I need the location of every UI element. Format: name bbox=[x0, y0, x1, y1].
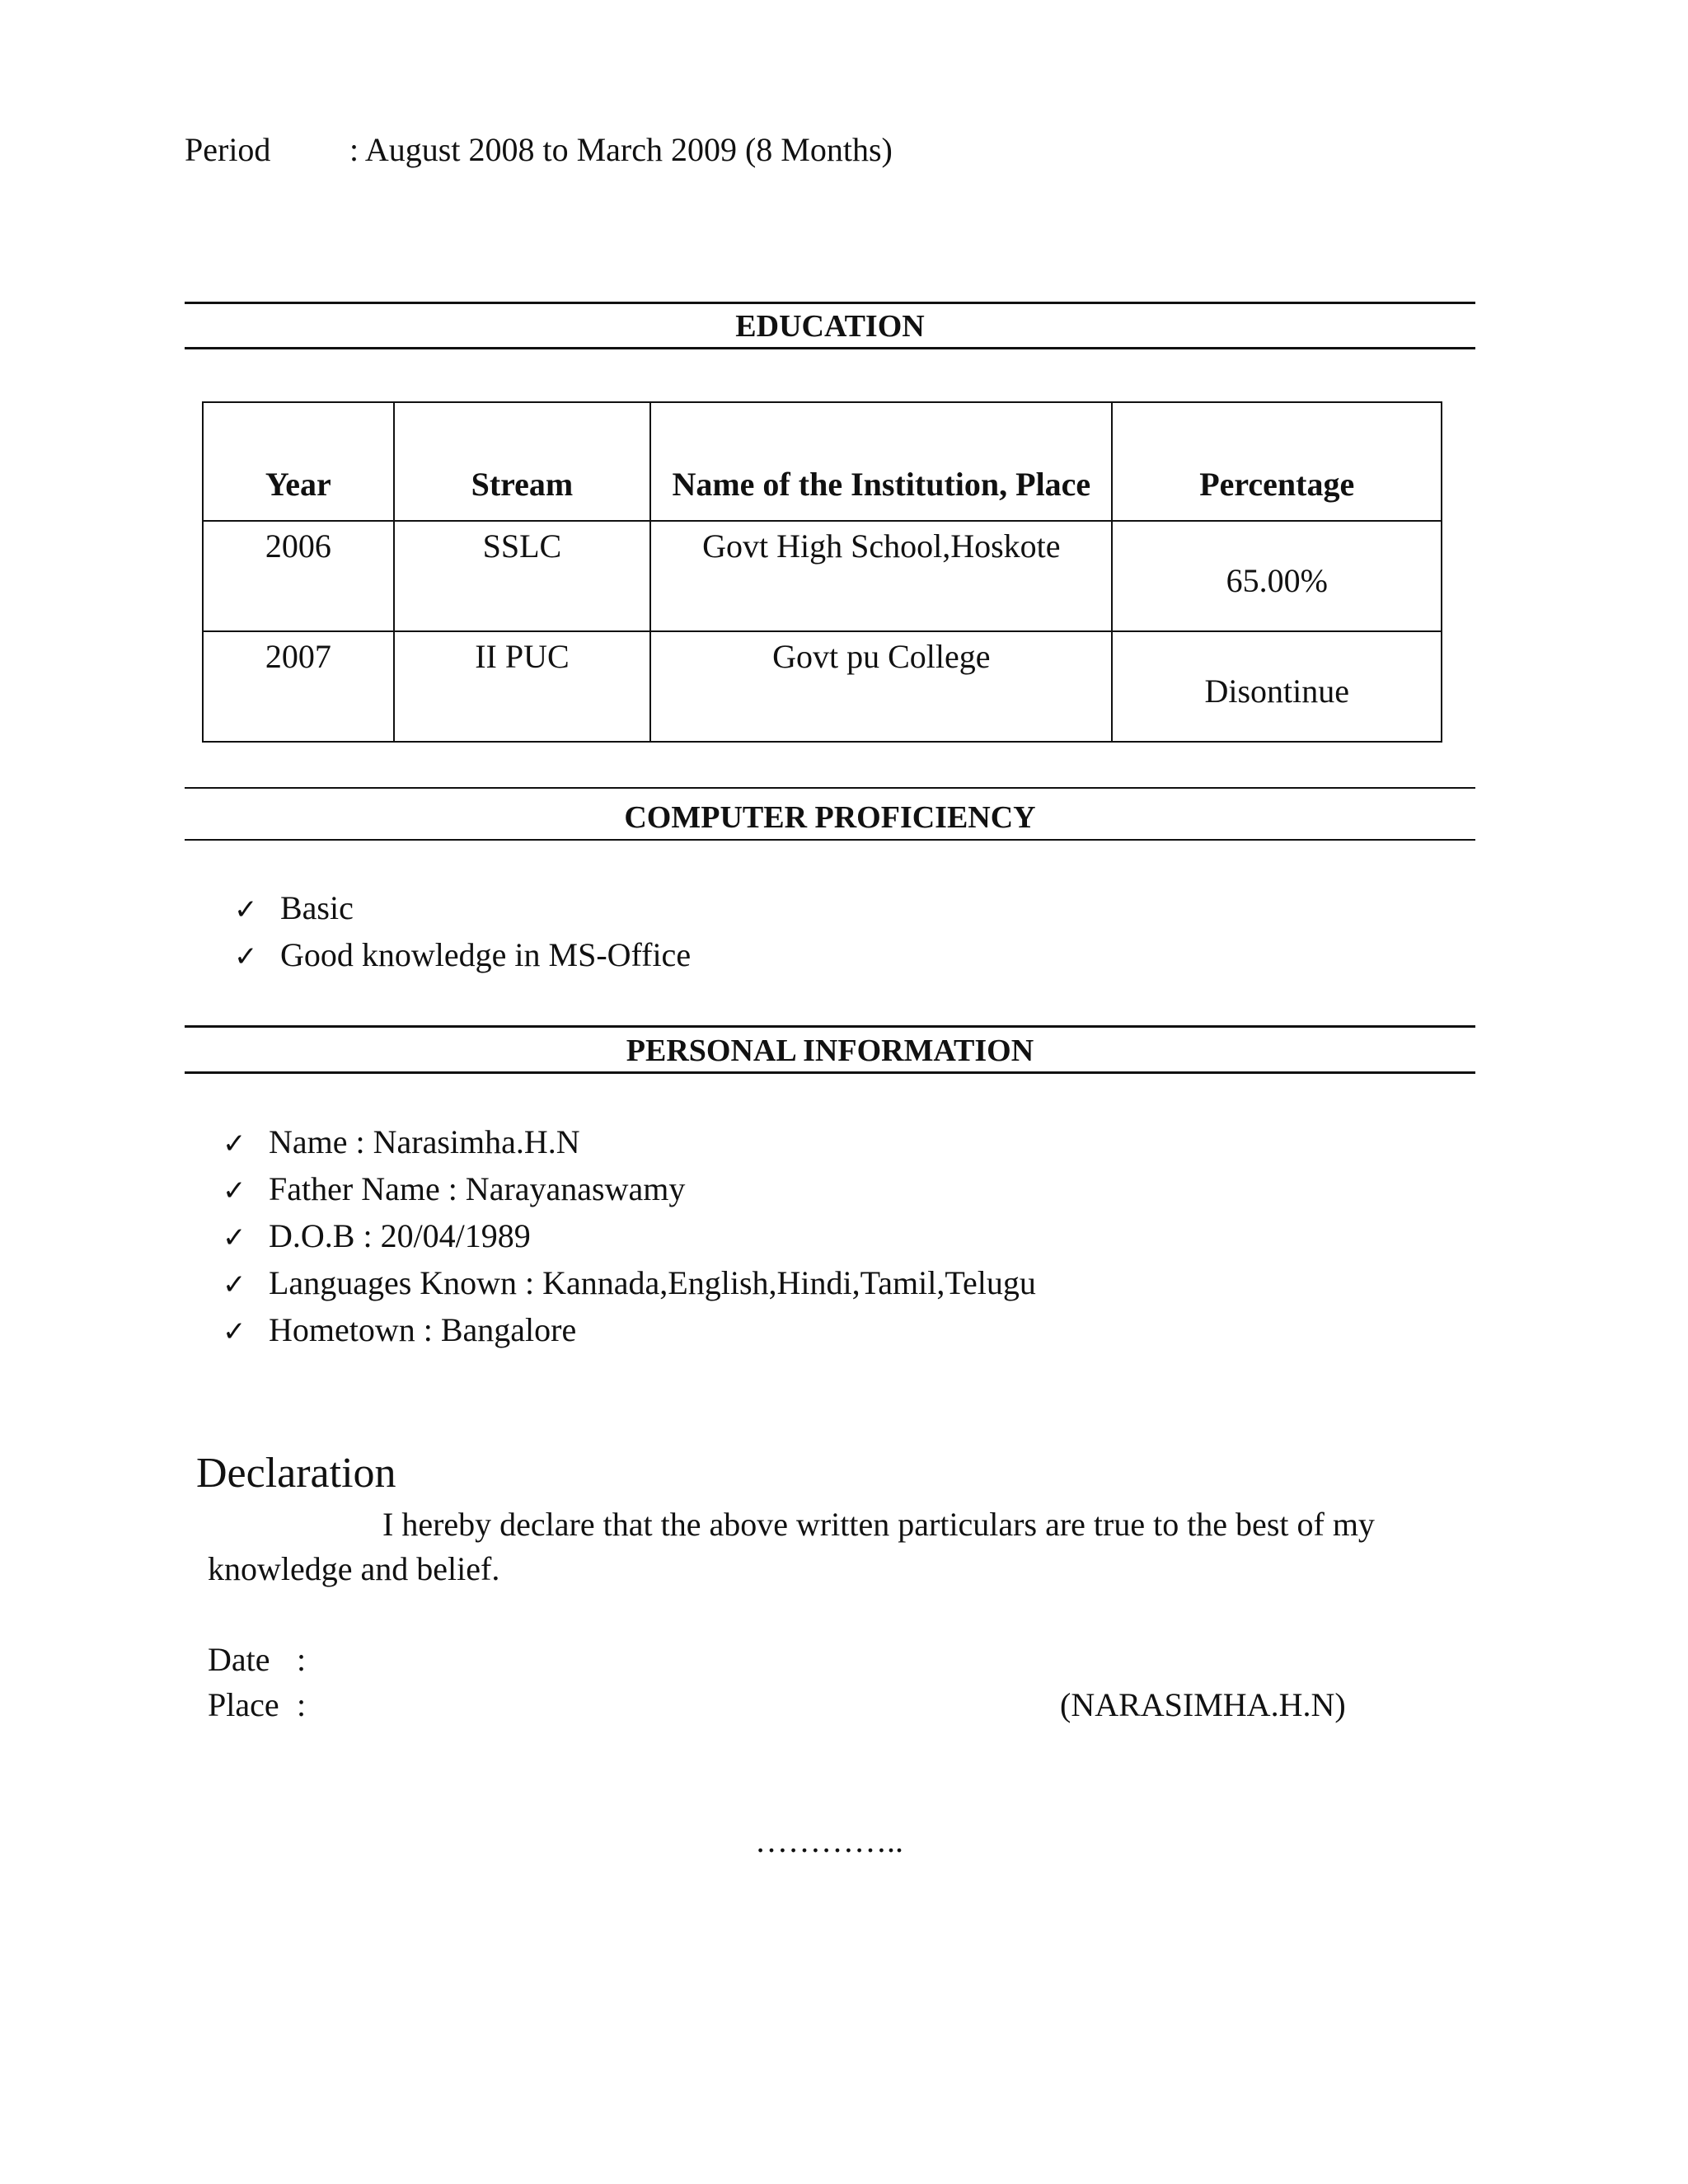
period-label: Period bbox=[185, 131, 271, 168]
cell-year: 2006 bbox=[203, 521, 394, 631]
personal-bottom-rule bbox=[185, 1071, 1475, 1074]
list-item bbox=[223, 1216, 1036, 1263]
table-row bbox=[203, 521, 1442, 631]
list-item-text: Basic bbox=[280, 889, 354, 926]
header-percentage: Percentage bbox=[1112, 402, 1442, 521]
header-year: Year bbox=[203, 402, 394, 521]
declaration-text-line2: knowledge and belief. bbox=[208, 1550, 500, 1587]
list-item-text: Languages Known : Kannada,English,Hindi,Tamil,Telugu bbox=[269, 1264, 1036, 1301]
list-item bbox=[234, 888, 691, 935]
date-label: Date bbox=[208, 1641, 270, 1678]
computer-top-rule bbox=[185, 787, 1475, 789]
personal-information-title: PERSONAL INFORMATION bbox=[626, 1033, 1034, 1068]
check-icon: ✓ bbox=[223, 1268, 246, 1301]
period-value: : August 2008 to March 2009 (8 Months) bbox=[349, 131, 893, 168]
personal-top-rule bbox=[185, 1025, 1475, 1028]
table-row bbox=[203, 631, 1442, 742]
declaration-title: Declaration bbox=[196, 1450, 396, 1497]
list-item bbox=[223, 1122, 1036, 1169]
date-colon: : bbox=[297, 1641, 307, 1678]
check-icon: ✓ bbox=[234, 940, 258, 973]
header-institution: Name of the Institution, Place bbox=[650, 402, 1112, 521]
end-dots: ………….. bbox=[755, 1822, 903, 1859]
cell-percentage: Disontinue bbox=[1112, 631, 1442, 742]
cell-institution: Govt pu College bbox=[650, 631, 1112, 742]
list-item-text: D.O.B : 20/04/1989 bbox=[269, 1217, 531, 1254]
list-item-text: Father Name : Narayanaswamy bbox=[269, 1170, 686, 1207]
declaration-text-line1: I hereby declare that the above written particulars are true to the best of my bbox=[382, 1506, 1375, 1543]
list-item-text: Hometown : Bangalore bbox=[269, 1311, 577, 1348]
list-item bbox=[234, 935, 691, 982]
cell-stream: II PUC bbox=[394, 631, 651, 742]
computer-proficiency-list bbox=[234, 888, 691, 982]
cell-stream: SSLC bbox=[394, 521, 651, 631]
list-item-text: Good knowledge in MS-Office bbox=[280, 936, 692, 973]
computer-bottom-rule bbox=[185, 839, 1475, 841]
place-label: Place bbox=[208, 1686, 279, 1723]
cell-percentage: 65.00% bbox=[1112, 521, 1442, 631]
personal-information-list bbox=[223, 1122, 1036, 1357]
check-icon: ✓ bbox=[223, 1174, 246, 1207]
signature-name: (NARASIMHA.H.N) bbox=[1060, 1686, 1346, 1723]
check-icon: ✓ bbox=[223, 1127, 246, 1160]
education-title: EDUCATION bbox=[735, 309, 925, 344]
list-item bbox=[223, 1263, 1036, 1310]
education-header-row bbox=[203, 402, 1442, 521]
check-icon: ✓ bbox=[223, 1221, 246, 1254]
check-icon: ✓ bbox=[223, 1315, 246, 1348]
education-top-rule bbox=[185, 302, 1475, 304]
place-colon: : bbox=[297, 1686, 307, 1723]
computer-proficiency-title: COMPUTER PROFICIENCY bbox=[624, 800, 1036, 835]
list-item-text: Name : Narasimha.H.N bbox=[269, 1123, 580, 1160]
education-table bbox=[202, 401, 1442, 743]
list-item bbox=[223, 1169, 1036, 1216]
cell-institution: Govt High School,Hoskote bbox=[650, 521, 1112, 631]
education-bottom-rule bbox=[185, 347, 1475, 349]
header-stream: Stream bbox=[394, 402, 651, 521]
list-item bbox=[223, 1310, 1036, 1357]
check-icon: ✓ bbox=[234, 893, 258, 926]
cell-year: 2007 bbox=[203, 631, 394, 742]
